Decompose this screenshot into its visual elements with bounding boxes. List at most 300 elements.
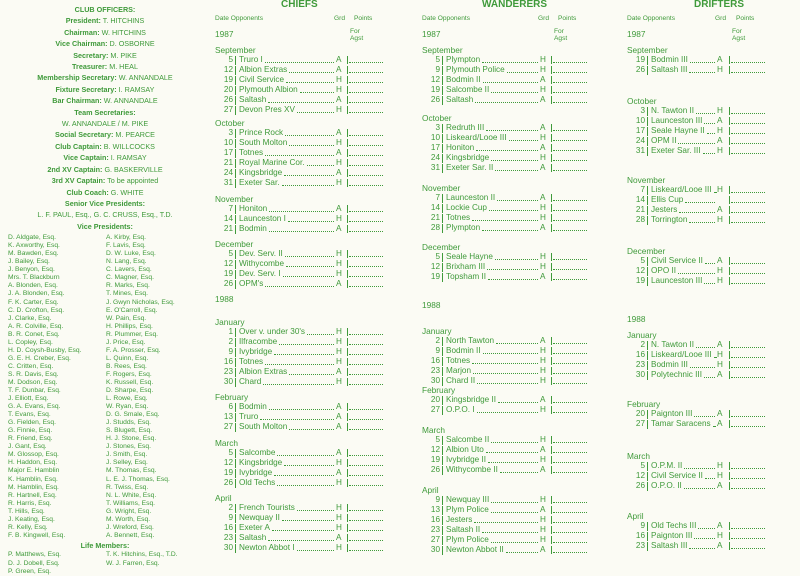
fixture-row <box>215 543 385 553</box>
fixture-opponent: Exeter Sar. <box>239 178 280 187</box>
officer-role <box>4 84 206 95</box>
season-year-1987: 1987 <box>422 29 441 39</box>
officer-role-label: Treasurer: <box>72 62 108 72</box>
fixture-ground: H <box>336 327 342 336</box>
fixture-ground: H <box>717 360 723 369</box>
column-header <box>627 15 675 22</box>
fixture-opponent: Albion Extras <box>239 65 288 74</box>
fixture-row <box>215 347 385 357</box>
fixture-date: 30 <box>223 377 233 386</box>
fixture-opponent: Jesters <box>446 515 473 524</box>
fixture-opponent: Saltash II <box>446 525 481 534</box>
fixture-date: 17 <box>430 143 440 152</box>
vice-president-name: G. E. H. Creber, Esq. <box>8 354 71 362</box>
fixture-date: 10 <box>430 133 440 142</box>
fixture-date: 20 <box>635 409 645 418</box>
fixture-ground: H <box>717 65 723 74</box>
fixture-points-blank <box>349 266 383 267</box>
fixture-ground: H <box>336 523 342 532</box>
fixture-date: 5 <box>435 252 440 261</box>
fixture-divider <box>647 127 648 136</box>
fixture-opponent: Bodmin <box>239 402 267 411</box>
officer-role-value: T. HITCHINS <box>102 16 145 26</box>
fixture-divider <box>647 361 648 370</box>
fixture-date: 26 <box>635 65 645 74</box>
fixture-points-blank <box>349 409 383 410</box>
fixture-leader-dots <box>491 442 538 443</box>
vice-president-name: J. Smith, Esq. <box>106 451 148 459</box>
fixture-row <box>627 146 767 156</box>
fixture-ground: A <box>540 223 546 232</box>
fixture-row <box>422 505 589 515</box>
fixture-opponent: North Tawton <box>446 336 495 345</box>
fixture-row <box>215 402 385 412</box>
vice-president-name: G. Wright, Esq. <box>106 507 152 515</box>
fixture-opponent: N. Tawton II <box>651 106 695 115</box>
fixture-opponent: Royal Marine Cor. <box>239 158 305 167</box>
fixture-leader-dots <box>265 364 334 365</box>
fixture-leader-dots <box>286 82 334 83</box>
vice-president-name: A. R. Colville, Esq. <box>8 322 64 330</box>
fixture-row <box>215 65 385 75</box>
fixture-row <box>627 409 767 419</box>
officer-role-label: Vice Captain: <box>63 153 109 163</box>
fixture-date: 23 <box>430 366 440 375</box>
fixture-divider <box>235 205 236 214</box>
fixture-row <box>422 535 589 545</box>
fixture-leader-dots <box>496 343 538 344</box>
fixture-divider <box>442 516 443 525</box>
fixture-row <box>215 105 385 115</box>
season-year-1988: 1988 <box>215 294 234 304</box>
fixture-points-blank <box>553 230 587 231</box>
fixture-row <box>627 350 767 360</box>
fixture-opponent: Ilfracombe <box>239 337 278 346</box>
fixture-date: 28 <box>430 223 440 232</box>
fixture-divider <box>235 260 236 269</box>
fixture-leader-dots <box>704 283 715 284</box>
fixture-ground: H <box>336 458 342 467</box>
fixture-date: 19 <box>223 75 233 84</box>
fixture-opponent: Topsham II <box>446 272 487 281</box>
fixture-points-blank <box>553 522 587 523</box>
fixture-points-blank <box>731 263 765 264</box>
fixture-row <box>215 259 385 269</box>
officer-role-label: Club Coach: <box>66 187 109 197</box>
fixture-divider <box>647 482 648 491</box>
fixture-date: 6 <box>228 402 233 411</box>
fixture-points-blank <box>349 374 383 375</box>
fixture-row <box>422 203 589 213</box>
fixture-ground: H <box>540 525 546 534</box>
fixture-divider <box>442 536 443 545</box>
vice-president-name: Major E. Hamblin <box>8 467 60 475</box>
fixture-leader-dots <box>282 185 334 186</box>
fixture-points-blank <box>731 426 765 427</box>
fixture-opponent: Bodmin II <box>446 75 481 84</box>
fixture-date: 2 <box>228 503 233 512</box>
fixture-leader-dots <box>491 160 538 161</box>
fixture-leader-dots <box>289 374 334 375</box>
officer-role-label: Chairman: <box>64 27 100 37</box>
officer-role <box>4 50 206 61</box>
fixture-points-blank <box>349 520 383 521</box>
fixture-opponent: Totnes <box>446 213 471 222</box>
fixture-leader-dots <box>307 165 334 166</box>
fixture-leader-dots <box>703 153 715 154</box>
fixture-leader-dots <box>269 231 334 232</box>
fixture-opponent: Old Techs <box>239 478 276 487</box>
fixture-leader-dots <box>285 135 334 136</box>
vice-president-name: M. Dodson, Esq. <box>8 378 58 386</box>
fixture-divider <box>235 270 236 279</box>
fixture-divider <box>647 267 648 276</box>
fixture-ground: A <box>540 545 546 554</box>
fixture-opponent: Newquay II <box>239 513 280 522</box>
fixture-ground: A <box>540 123 546 132</box>
fixture-ground: H <box>336 478 342 487</box>
fixture-opponent: Bodmin II <box>446 346 481 355</box>
fixture-points-blank <box>553 62 587 63</box>
fixture-leader-dots <box>487 269 538 270</box>
fixture-divider <box>235 504 236 513</box>
vice-president-name: N. Lang, Esq. <box>106 258 147 266</box>
fixture-row <box>422 445 589 455</box>
fixture-points-blank <box>349 185 383 186</box>
fixture-row <box>422 525 589 535</box>
fixture-points-blank <box>553 363 587 364</box>
fixture-opponent: Bodmin <box>239 224 267 233</box>
fixture-opponent: Albion Uto <box>446 445 484 454</box>
fixture-row <box>627 461 767 471</box>
fixture-opponent: OPO II <box>651 266 677 275</box>
fixture-points-blank <box>349 155 383 156</box>
fixture-date: 7 <box>228 204 233 213</box>
fixture-opponent: Tamar Saracens <box>651 419 711 428</box>
fixture-ground: H <box>540 455 546 464</box>
vice-president-name: D. Sharpe, Esq. <box>106 387 154 395</box>
fixture-leader-dots <box>300 92 334 93</box>
fixture-leader-dots <box>285 256 334 257</box>
fixture-date: 27 <box>430 535 440 544</box>
team-title: WANDERERS <box>482 0 548 10</box>
fixture-opponent: Newton Abbot II <box>446 545 504 554</box>
fixture-points-blank <box>731 62 765 63</box>
season-year-1988: 1988 <box>422 300 441 310</box>
fixture-row <box>422 405 589 415</box>
fixture-opponent: OPM's <box>239 279 264 288</box>
fixture-leader-dots <box>488 279 538 280</box>
fixture-opponent: Ivybridge <box>239 347 273 356</box>
season-year-1987: 1987 <box>215 29 234 39</box>
fixture-leader-dots <box>269 211 334 212</box>
vice-president-name: J. Selley, Esq. <box>106 459 148 467</box>
fixture-row <box>215 279 385 289</box>
vice-president-name: J. Clarke, Esq. <box>8 314 52 322</box>
fixture-row <box>215 327 385 337</box>
fixture-ground: A <box>336 468 342 477</box>
fixture-leader-dots <box>506 552 538 553</box>
fixture-points-blank <box>349 419 383 420</box>
month-heading: December <box>627 246 666 256</box>
fixture-divider <box>442 204 443 213</box>
fixture-points-blank <box>553 472 587 473</box>
fixture-points-blank <box>553 220 587 221</box>
fixture-row <box>422 213 589 223</box>
fixture-opponent: Ellis Cup <box>651 195 684 204</box>
fixture-leader-dots <box>289 72 334 73</box>
fixture-divider <box>647 216 648 225</box>
fixture-date: 16 <box>223 357 233 366</box>
vice-president-name: R. Twiss, Esq. <box>106 483 149 491</box>
fixture-leader-dots <box>268 540 334 541</box>
fixture-opponent: Salcombe <box>239 448 276 457</box>
fixture-row <box>627 340 767 350</box>
fixture-ground: H <box>540 252 546 261</box>
fixture-opponent: French Tourists <box>239 503 295 512</box>
fixture-date: 9 <box>435 495 440 504</box>
fixture-points-blank <box>553 150 587 151</box>
officer-role-value: I. RAMSAY <box>118 84 155 94</box>
fixture-row <box>627 370 767 380</box>
fixture-ground: A <box>717 116 723 125</box>
fixture-ground: A <box>336 279 342 288</box>
fixture-divider <box>442 357 443 366</box>
fixture-date: 26 <box>430 465 440 474</box>
fixture-opponent: Devon Pres XV <box>239 105 295 114</box>
vice-president-name: J. Wreford, Esq. <box>106 523 154 531</box>
fixture-ground: H <box>717 276 723 285</box>
fixture-points-blank <box>349 485 383 486</box>
month-heading: December <box>422 242 461 252</box>
fixture-row <box>422 193 589 203</box>
fixture-ground: A <box>540 193 546 202</box>
fixture-points-blank <box>553 279 587 280</box>
officer-role-value: To be appointed <box>107 176 159 186</box>
fixture-ground: H <box>336 337 342 346</box>
officer-role <box>4 175 206 186</box>
fixture-opponent: Saltash <box>239 533 267 542</box>
fixture-leader-dots <box>489 210 538 211</box>
fixture-row <box>422 65 589 75</box>
season-year-1987: 1987 <box>627 29 646 39</box>
fixture-opponent: Prince Rock <box>239 128 284 137</box>
fixture-points-blank <box>731 113 765 114</box>
fixture-leader-dots <box>477 383 538 384</box>
fixture-date: 19 <box>635 276 645 285</box>
fixture-date: 14 <box>430 203 440 212</box>
fixture-points-blank <box>731 367 765 368</box>
fixture-date: 30 <box>430 376 440 385</box>
fixture-opponent: Torrington <box>651 215 688 224</box>
fixture-row <box>627 55 767 65</box>
fixture-leader-dots <box>689 548 715 549</box>
fixture-leader-dots <box>279 344 334 345</box>
vice-president-name: T. F. Dunbar, Esq. <box>8 387 61 395</box>
fixture-divider <box>442 406 443 415</box>
fixture-opponent: South Molton <box>239 422 288 431</box>
date-opponents-header: Date Opponents <box>422 15 471 22</box>
fixture-ground: A <box>336 168 342 177</box>
fixture-ground: A <box>540 445 546 454</box>
officer-role-value: M. PEARCE <box>115 130 155 140</box>
fixture-leader-dots <box>498 402 538 403</box>
fixture-ground: A <box>717 205 723 214</box>
fixture-points-blank <box>731 192 765 193</box>
vice-president-name: J. Price, Esq. <box>106 338 146 346</box>
fixture-divider <box>235 413 236 422</box>
points-header: Points <box>558 15 577 22</box>
vice-president-name: A. Kirby, Esq. <box>106 234 147 242</box>
vice-president-name: N. L. White, Esq. <box>106 491 157 499</box>
fixture-row <box>422 95 589 105</box>
fixture-points-blank <box>349 364 383 365</box>
fixture-ground: A <box>540 505 546 514</box>
fixture-leader-dots <box>269 409 334 410</box>
fixture-points-blank <box>349 211 383 212</box>
fixture-divider <box>442 214 443 223</box>
fixture-leader-dots <box>307 334 334 335</box>
fixture-points-blank <box>349 384 383 385</box>
vice-president-name: K. Axworthy, Esq. <box>8 242 60 250</box>
club-officers-panel <box>4 4 206 576</box>
fixture-ground: A <box>540 143 546 152</box>
date-opponents-header: Date Opponents <box>215 15 264 22</box>
fixture-points-blank <box>349 72 383 73</box>
fixture-ground: H <box>336 158 342 167</box>
fixture-opponent: Totnes <box>239 148 264 157</box>
vice-president-name: R. Hartnell, Esq. <box>8 491 57 499</box>
fixture-date: 3 <box>435 123 440 132</box>
fixture-divider <box>235 534 236 543</box>
fixture-ground: A <box>540 336 546 345</box>
fixture-leader-dots <box>268 102 334 103</box>
fixture-date: 19 <box>223 468 233 477</box>
fixture-points-blank <box>731 377 765 378</box>
fixture-divider <box>235 328 236 337</box>
fixture-leader-dots <box>283 276 334 277</box>
fixture-leader-dots <box>714 357 716 358</box>
fixture-points-blank <box>731 143 765 144</box>
fixture-row <box>627 136 767 146</box>
vice-president-name: J. Bailey, Esq. <box>8 258 50 266</box>
fixture-divider <box>235 129 236 138</box>
fixture-leader-dots <box>483 82 538 83</box>
fixture-row <box>627 116 767 126</box>
fixture-opponent: Civil Service II <box>651 256 703 265</box>
fixture-opponent: Exeter Sar. III <box>651 146 701 155</box>
vice-president-name: J. A. Blonden, Esq. <box>8 290 65 298</box>
fixture-opponent: Marjon <box>446 366 472 375</box>
fixture-leader-dots <box>477 412 538 413</box>
fixture-date: 23 <box>223 367 233 376</box>
fixture-leader-dots <box>507 72 538 73</box>
fixture-points-blank <box>731 283 765 284</box>
fixture-leader-dots <box>482 230 538 231</box>
fixture-leader-dots <box>705 263 715 264</box>
fixture-points-blank <box>731 222 765 223</box>
fixture-opponent: Truro <box>239 412 259 421</box>
fixture-opponent: Liskeard/Looe III <box>446 133 507 142</box>
fixture-opponent: Honiton <box>239 204 268 213</box>
fixture-points-blank <box>553 200 587 201</box>
fixture-opponent: N. Tawton II <box>651 340 695 349</box>
fixture-points-blank <box>731 153 765 154</box>
fixture-opponent: Over v. under 30's <box>239 327 306 336</box>
fixture-points-blank <box>731 202 765 203</box>
fixture-divider <box>442 134 443 143</box>
fixture-date: 24 <box>635 136 645 145</box>
fixture-points-blank <box>553 92 587 93</box>
fixture-points-blank <box>731 416 765 417</box>
fixture-divider <box>647 371 648 380</box>
fixture-date: 9 <box>228 347 233 356</box>
fixture-divider <box>647 542 648 551</box>
fixture-divider <box>235 544 236 553</box>
fixture-ground: H <box>336 357 342 366</box>
officer-role <box>4 152 206 163</box>
fixture-opponent: O.P.O. I <box>446 405 475 414</box>
fixture-ground: A <box>336 402 342 411</box>
fixture-opponent: Liskeard/Looe III <box>651 350 712 359</box>
for-against-header: For Agst <box>350 28 364 42</box>
fixture-row <box>627 215 767 225</box>
fixture-ground: H <box>540 153 546 162</box>
fixture-ground: H <box>717 266 723 275</box>
fixture-divider <box>442 337 443 346</box>
fixture-row <box>215 478 385 488</box>
fixture-leader-dots <box>497 200 538 201</box>
fixture-opponent: Dev. Serv. II <box>239 249 283 258</box>
fixture-ground: A <box>540 95 546 104</box>
month-heading: March <box>422 425 446 435</box>
fixture-opponent: Saltash III <box>651 541 688 550</box>
fixture-points-blank <box>349 145 383 146</box>
fixture-divider <box>442 144 443 153</box>
fixture-points-blank <box>349 550 383 551</box>
fixture-date: 9 <box>435 346 440 355</box>
vice-president-name: R. Marks, Esq. <box>106 282 150 290</box>
fixture-divider <box>442 56 443 65</box>
month-heading: November <box>215 194 254 204</box>
fixture-points-blank <box>349 102 383 103</box>
fixture-divider <box>442 76 443 85</box>
fixture-opponent: Withycombe <box>239 259 285 268</box>
fixture-row <box>422 223 589 233</box>
fixture-date: 9 <box>228 513 233 522</box>
fixture-row <box>215 357 385 367</box>
vice-president-name: H. J. Stone, Esq. <box>106 435 157 443</box>
fixture-leader-dots <box>297 510 334 511</box>
fixture-ground: H <box>540 133 546 142</box>
fixture-points-blank <box>349 530 383 531</box>
fixture-date: 2 <box>640 340 645 349</box>
fixture-row <box>215 55 385 65</box>
points-header: Points <box>354 15 373 22</box>
fixture-divider <box>647 341 648 350</box>
fixture-date: 19 <box>430 85 440 94</box>
fixture-ground: H <box>717 146 723 155</box>
fixture-points-blank <box>553 552 587 553</box>
fixture-date: 31 <box>430 163 440 172</box>
fixture-divider <box>235 250 236 259</box>
fixture-divider <box>235 479 236 488</box>
fixture-ground: H <box>540 366 546 375</box>
fixture-opponent: Newquay III <box>446 495 490 504</box>
fixture-leader-dots <box>509 140 538 141</box>
fixture-date: 17 <box>223 148 233 157</box>
fixture-ground: A <box>540 272 546 281</box>
